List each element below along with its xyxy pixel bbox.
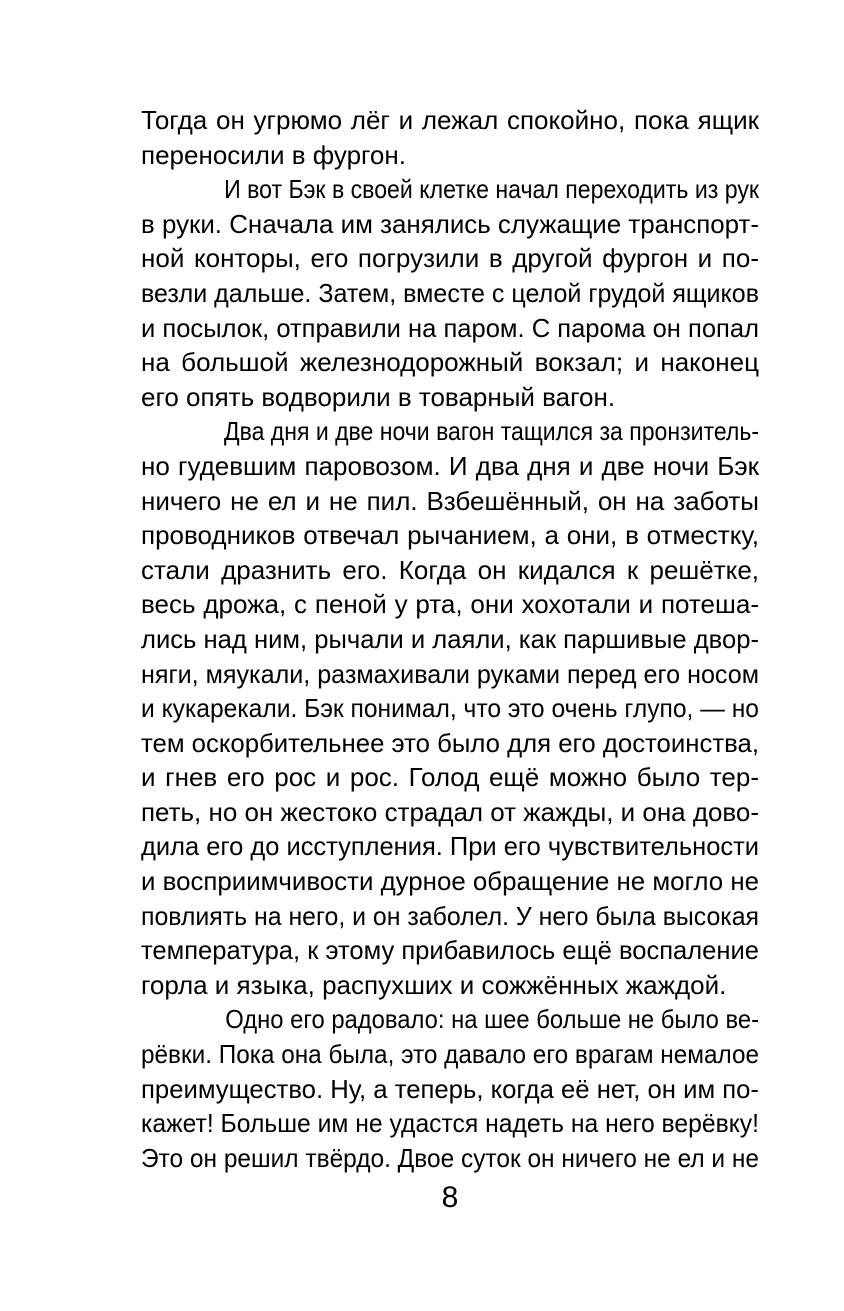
text-line: рёвки. Пока она была, это давало его врагам немалое	[141, 1039, 759, 1070]
text-line: и посылок, отправили на паром. С парома он попал	[141, 312, 759, 343]
paragraph	[141, 172, 759, 414]
paragraph	[141, 414, 759, 1002]
text-line: переносили в фургон.	[141, 139, 406, 170]
text-line: его опять водворили в товарный вагон.	[141, 381, 616, 412]
text-line: Это он решил твёрдо. Двое суток он ничего не ел и не	[141, 1142, 759, 1173]
text-line: Тогда он угрюмо лёг и лежал спокойно, пока ящик	[141, 105, 759, 135]
text-line: преимущество. Ну, а теперь, когда её нет, он им по-	[141, 1073, 759, 1104]
text-line: лись над ним, рычали и лаяли, как паршивые двор-	[141, 623, 759, 654]
text-line: тем оскорбительнее это было для его достоинства,	[141, 727, 759, 758]
text-line: дила его до исступления. При его чувствительности	[141, 831, 759, 862]
text-line: и восприимчивости дурное обращение не могло не	[141, 866, 759, 897]
text-line: петь, но он жестоко страдал от жажды, и она дово-	[141, 796, 759, 827]
text-line: везли дальше. Затем, вместе с целой грудой ящиков	[141, 277, 759, 308]
text-block	[141, 103, 759, 1175]
text-line: температура, к этому прибавилось ещё воспаление	[141, 935, 759, 966]
text-line: и гнев его рос и рос. Голод ещё можно было тер-	[141, 762, 759, 793]
text-line: и кукарекали. Бэк понимал, что это очень глупо, — но	[141, 693, 759, 724]
text-line: на большой железнодорожный вокзал; и наконец	[141, 347, 759, 378]
text-line: повлиять на него, и он заболел. У него была высокая	[141, 900, 759, 931]
paragraph	[141, 103, 759, 172]
text-line: проводников отвечал рычанием, а они, в отместку,	[141, 520, 759, 551]
page-number: 8	[441, 1181, 459, 1214]
text-line: горла и языка, распухших и сожжённых жаждой.	[141, 969, 727, 1000]
text-line: стали дразнить его. Когда он кидался к решётке,	[141, 554, 759, 585]
text-line: весь дрожа, с пеной у рта, они хохотали и потеша-	[141, 589, 759, 620]
text-line: Одно его радовало: на шее больше не было ве-	[225, 1004, 760, 1035]
text-line: И вот Бэк в своей клетке начал переходить из рук	[224, 174, 759, 205]
text-line: ничего не ел и не пил. Взбешённый, он на заботы	[141, 485, 759, 516]
text-line: ной конторы, его погрузили в другой фургон и по-	[141, 243, 759, 274]
text-line: няги, мяукали, размахивали руками перед его носом	[141, 658, 759, 689]
text-line: в руки. Сначала им занялись служащие транспорт-	[141, 208, 759, 239]
text-line: кажет! Больше им не удастся надеть на него верёвку!	[141, 1108, 759, 1139]
text-line: но гудевшим паровозом. И два дня и две ночи Бэк	[141, 450, 759, 481]
text-line: Два дня и две ночи вагон тащился за пронзитель-	[223, 416, 759, 447]
paragraph	[141, 1002, 759, 1175]
